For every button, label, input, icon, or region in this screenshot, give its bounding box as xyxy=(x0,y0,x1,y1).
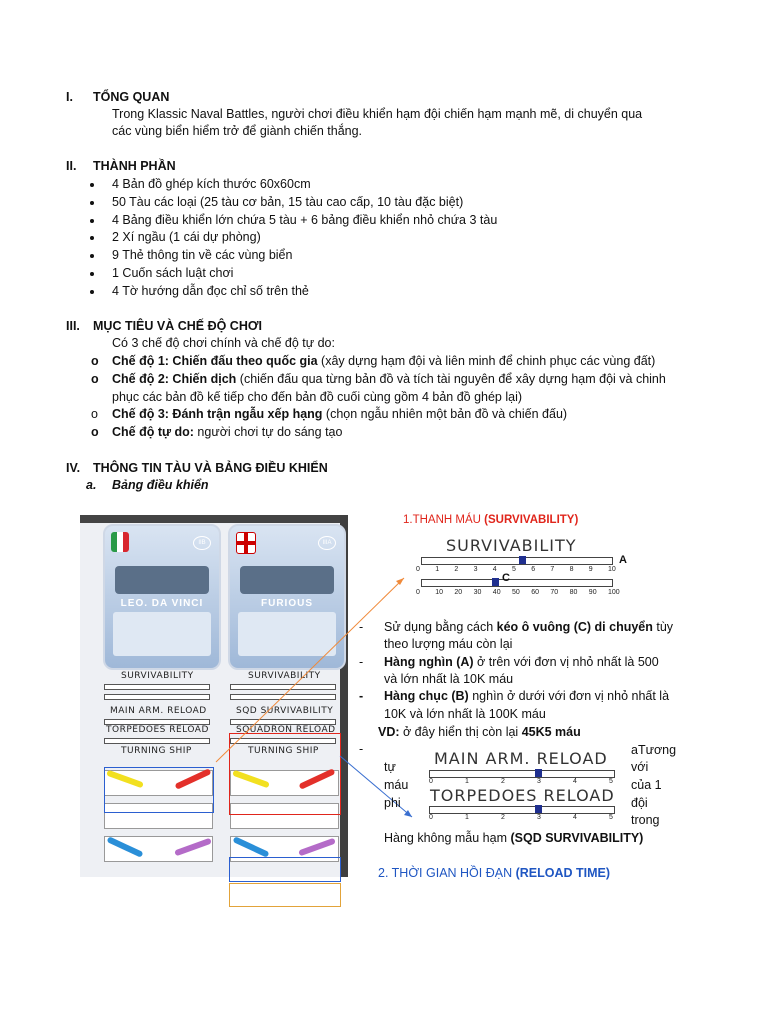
example-line xyxy=(378,725,581,739)
heading-1-em: (SURVIVABILITY) xyxy=(484,514,579,526)
tick-label: 8 xyxy=(569,566,574,573)
gauge-torpedoes-reload xyxy=(429,806,615,814)
tick-label: 7 xyxy=(550,566,555,573)
tick-label: 1 xyxy=(465,778,469,785)
arrow-head-orange xyxy=(396,578,404,585)
section-1-number: I. xyxy=(66,90,73,104)
bullet-2-bold: Hàng nghìn (A) xyxy=(384,655,474,669)
tick-label: 3 xyxy=(537,778,541,785)
tick-label: 0 xyxy=(429,778,433,785)
mode-1-bullet: o xyxy=(91,354,99,368)
mode-1-desc: (xây dựng hạm đội và liên minh để chinh phục các vùng đất) xyxy=(317,354,656,368)
component-item: 4 Tờ hướng dẫn đọc chỉ số trên thẻ xyxy=(112,283,309,298)
mode-free-bullet: o xyxy=(91,425,99,439)
dash: - xyxy=(359,620,364,634)
gauge-main-arm-reload-title: MAIN ARM. RELOAD xyxy=(434,749,608,768)
tick-label: 30 xyxy=(473,589,482,596)
component-item: 50 Tàu các loại (25 tàu cơ bản, 15 tàu cao cấp, 10 tàu đặc biệt) xyxy=(112,194,464,209)
heading-2-prefix: 2. THỜI GIAN HỒI ĐẠN xyxy=(378,866,516,880)
bullet-3-post: nghìn ở dưới với đơn vị nhỏ nhất là xyxy=(468,689,670,703)
panel-label-torpedoes-reload: TORPEDOES RELOAD xyxy=(106,725,209,735)
sqd-line-bold: (SQD SURVIVABILITY) xyxy=(510,831,644,845)
tick-label: 5 xyxy=(609,814,613,821)
example-value: 45K5 máu xyxy=(521,725,581,739)
modes-intro: Có 3 chế độ chơi chính và chế độ tự do: xyxy=(112,336,335,350)
tick-label: 2 xyxy=(501,814,505,821)
tick-label: 5 xyxy=(609,778,613,785)
dash: - xyxy=(359,742,364,756)
section-4-title: THÔNG TIN TÀU VÀ BẢNG ĐIỀU KHIỂN xyxy=(93,461,328,475)
section-1-body-line-1: Trong Klassic Naval Battles, người chơi điều khiển hạm đội chiến hạm mạnh mẽ, di chuyển qua xyxy=(112,107,643,121)
bullet-2-post: ở trên với đơn vị nhỏ nhất là 500 xyxy=(473,655,659,669)
example-text: ở đây hiển thị còn lại xyxy=(399,725,522,739)
gauge-torpedoes-reload-title: TORPEDOES RELOAD xyxy=(430,786,615,805)
subsection-a-number: a. xyxy=(86,478,97,492)
sqd-line xyxy=(384,831,643,845)
component-item: 2 Xí ngầu (1 cái dự phòng) xyxy=(112,230,261,245)
tick-label: 50 xyxy=(512,589,520,596)
sqd-line-pre: Hàng không mẫu hạm xyxy=(384,831,511,845)
tick-label: 10 xyxy=(435,589,443,596)
section-3-number: III. xyxy=(66,319,80,333)
dash: - xyxy=(359,689,364,703)
bullet-1-bold: kéo ô vuông (C) di chuyển xyxy=(496,620,653,634)
tick-label: 4 xyxy=(573,814,577,821)
card-code: IIB xyxy=(193,536,211,550)
mode-1-name: Chế độ 1: Chiến đấu theo quốc gia xyxy=(112,354,318,368)
gauge-main-arm-reload xyxy=(429,770,615,778)
tick-label: 4 xyxy=(492,566,497,573)
mode-2-desc-line-2: phục các bản đồ kế tiếp cho đến bản đồ cuối cùng gồm 4 bản đồ ghép lại) xyxy=(112,390,523,404)
mode-3-name: Chế độ 3: Đánh trận ngẫu xếp hạng xyxy=(112,407,323,421)
tick-label: 2 xyxy=(501,778,505,785)
gauge-knob-a[interactable] xyxy=(519,556,526,564)
mode-2-desc: (chiến đấu qua từng bản đồ và tích tài nguyên để xây dựng hạm đội và chinh xyxy=(236,372,666,386)
tick-label: 3 xyxy=(537,814,541,821)
panel-label-survivability: SURVIVABILITY xyxy=(248,671,321,681)
panel-label-sqd-survivability: SQD SURVIVABILITY xyxy=(236,706,334,716)
component-item: 4 Bảng điều khiển lớn chứa 5 tàu + 6 bảng điều khiển nhỏ chứa 3 tàu xyxy=(112,212,498,227)
bullet-1-post: tùy xyxy=(652,620,674,634)
component-item: 4 Bản đồ ghép kích thước 60x60cm xyxy=(112,177,311,191)
section-4-number: IV. xyxy=(66,461,81,475)
ship-name: LEO. DA VINCI xyxy=(120,598,204,609)
panel-label-turning-ship: TURNING SHIP xyxy=(121,746,192,756)
panel-label-squadron-reload: SQUADRON RELOAD xyxy=(236,725,336,735)
mode-free-desc: người chơi tự do sáng tạo xyxy=(193,425,343,439)
section-1-title: TỔNG QUAN xyxy=(93,90,170,104)
component-item: 9 Thẻ thông tin về các vùng biển xyxy=(112,248,293,263)
tick-label: 3 xyxy=(473,566,478,573)
tick-label: 20 xyxy=(454,589,463,596)
bullet-1-line-1 xyxy=(384,620,673,634)
mode-2-bullet: o xyxy=(91,372,99,386)
ship-name: FURIOUS xyxy=(261,598,313,609)
section-2-title: THÀNH PHẦN xyxy=(93,159,176,173)
tick-label: 9 xyxy=(588,566,593,573)
gauge-survivability-top xyxy=(421,557,613,565)
arrow-to-survivability xyxy=(216,578,404,762)
mode-2-name: Chế độ 2: Chiến dịch xyxy=(112,372,237,386)
fragment-right-5: trong xyxy=(631,813,660,827)
tick-label: 80 xyxy=(569,589,578,596)
fragment-right-3: của 1 xyxy=(631,778,662,792)
fragment-right-1: aTương xyxy=(631,743,677,757)
dash: - xyxy=(359,655,364,669)
bullet-3-line-1 xyxy=(384,689,669,703)
tick-label: 1 xyxy=(465,814,469,821)
tick-label: 5 xyxy=(512,566,516,573)
heading-1-prefix: 1.THANH MÁU xyxy=(403,514,485,526)
tick-label: 1 xyxy=(435,566,440,573)
bullet-3-line-2: 10K và lớn nhất là 100K máu xyxy=(384,707,546,721)
panel-label-turning-ship: TURNING SHIP xyxy=(248,746,319,756)
bullet-1-line-2: theo lượng máu còn lại xyxy=(384,637,513,651)
section-1-body-line-2: các vùng biển hiểm trở để giành chiến thắng. xyxy=(112,124,363,138)
heading-2-em: (RELOAD TIME) xyxy=(515,866,611,880)
tick-label: 2 xyxy=(454,566,459,573)
fragment-right-2: với xyxy=(631,760,649,774)
label-a: A xyxy=(619,554,627,566)
fragment-left-1: tự xyxy=(384,760,396,774)
example-label: VD: xyxy=(378,725,400,739)
mode-free-name: Chế độ tự do: xyxy=(112,425,194,439)
panel-label-survivability: SURVIVABILITY xyxy=(121,671,194,681)
heading-survivability xyxy=(403,514,578,526)
bullet-2-line-2: và lớn nhất là 10K máu xyxy=(384,672,514,686)
tick-label: 40 xyxy=(492,589,501,596)
fragment-right-4: đội xyxy=(631,796,648,810)
bullet-3-bold: Hàng chục (B) xyxy=(384,689,469,703)
section-2-number: II. xyxy=(66,159,77,173)
card-code: IIIA xyxy=(318,536,336,550)
gauge-knob-c[interactable] xyxy=(492,578,499,586)
tick-label: 10 xyxy=(608,566,616,573)
tick-label: 4 xyxy=(573,778,577,785)
tick-label: 100 xyxy=(608,589,620,596)
tick-label: 90 xyxy=(588,589,597,596)
panel-label-main-arm-reload: MAIN ARM. RELOAD xyxy=(110,706,207,716)
label-c: C xyxy=(502,572,510,584)
tick-label: 0 xyxy=(416,566,420,573)
gauge-survivability-bottom xyxy=(421,579,613,587)
gauge-knob[interactable] xyxy=(535,805,542,813)
tick-label: 60 xyxy=(531,589,539,596)
heading-reload-time xyxy=(378,866,610,880)
fragment-left-2: máu xyxy=(384,778,409,792)
gauge-survivability-title: SURVIVABILITY xyxy=(446,536,577,555)
tick-label: 6 xyxy=(531,566,536,573)
tick-label: 0 xyxy=(416,589,420,596)
gauge-knob[interactable] xyxy=(535,769,542,777)
component-item: 1 Cuốn sách luật chơi xyxy=(112,266,234,280)
tick-label: 70 xyxy=(550,589,559,596)
section-3-title: MỤC TIÊU VÀ CHẾ ĐỘ CHƠI xyxy=(93,319,263,333)
mode-3-bullet: o xyxy=(91,407,98,421)
subsection-a-title: Bảng điều khiển xyxy=(112,478,209,492)
tick-label: 0 xyxy=(429,814,433,821)
mode-3-desc: (chọn ngẫu nhiên một bản đồ và chiến đấu) xyxy=(322,407,568,421)
bullet-1-pre: Sử dụng bằng cách xyxy=(384,620,497,634)
fragment-left-3: phi xyxy=(384,796,401,810)
bullet-2-line-1 xyxy=(384,655,659,669)
